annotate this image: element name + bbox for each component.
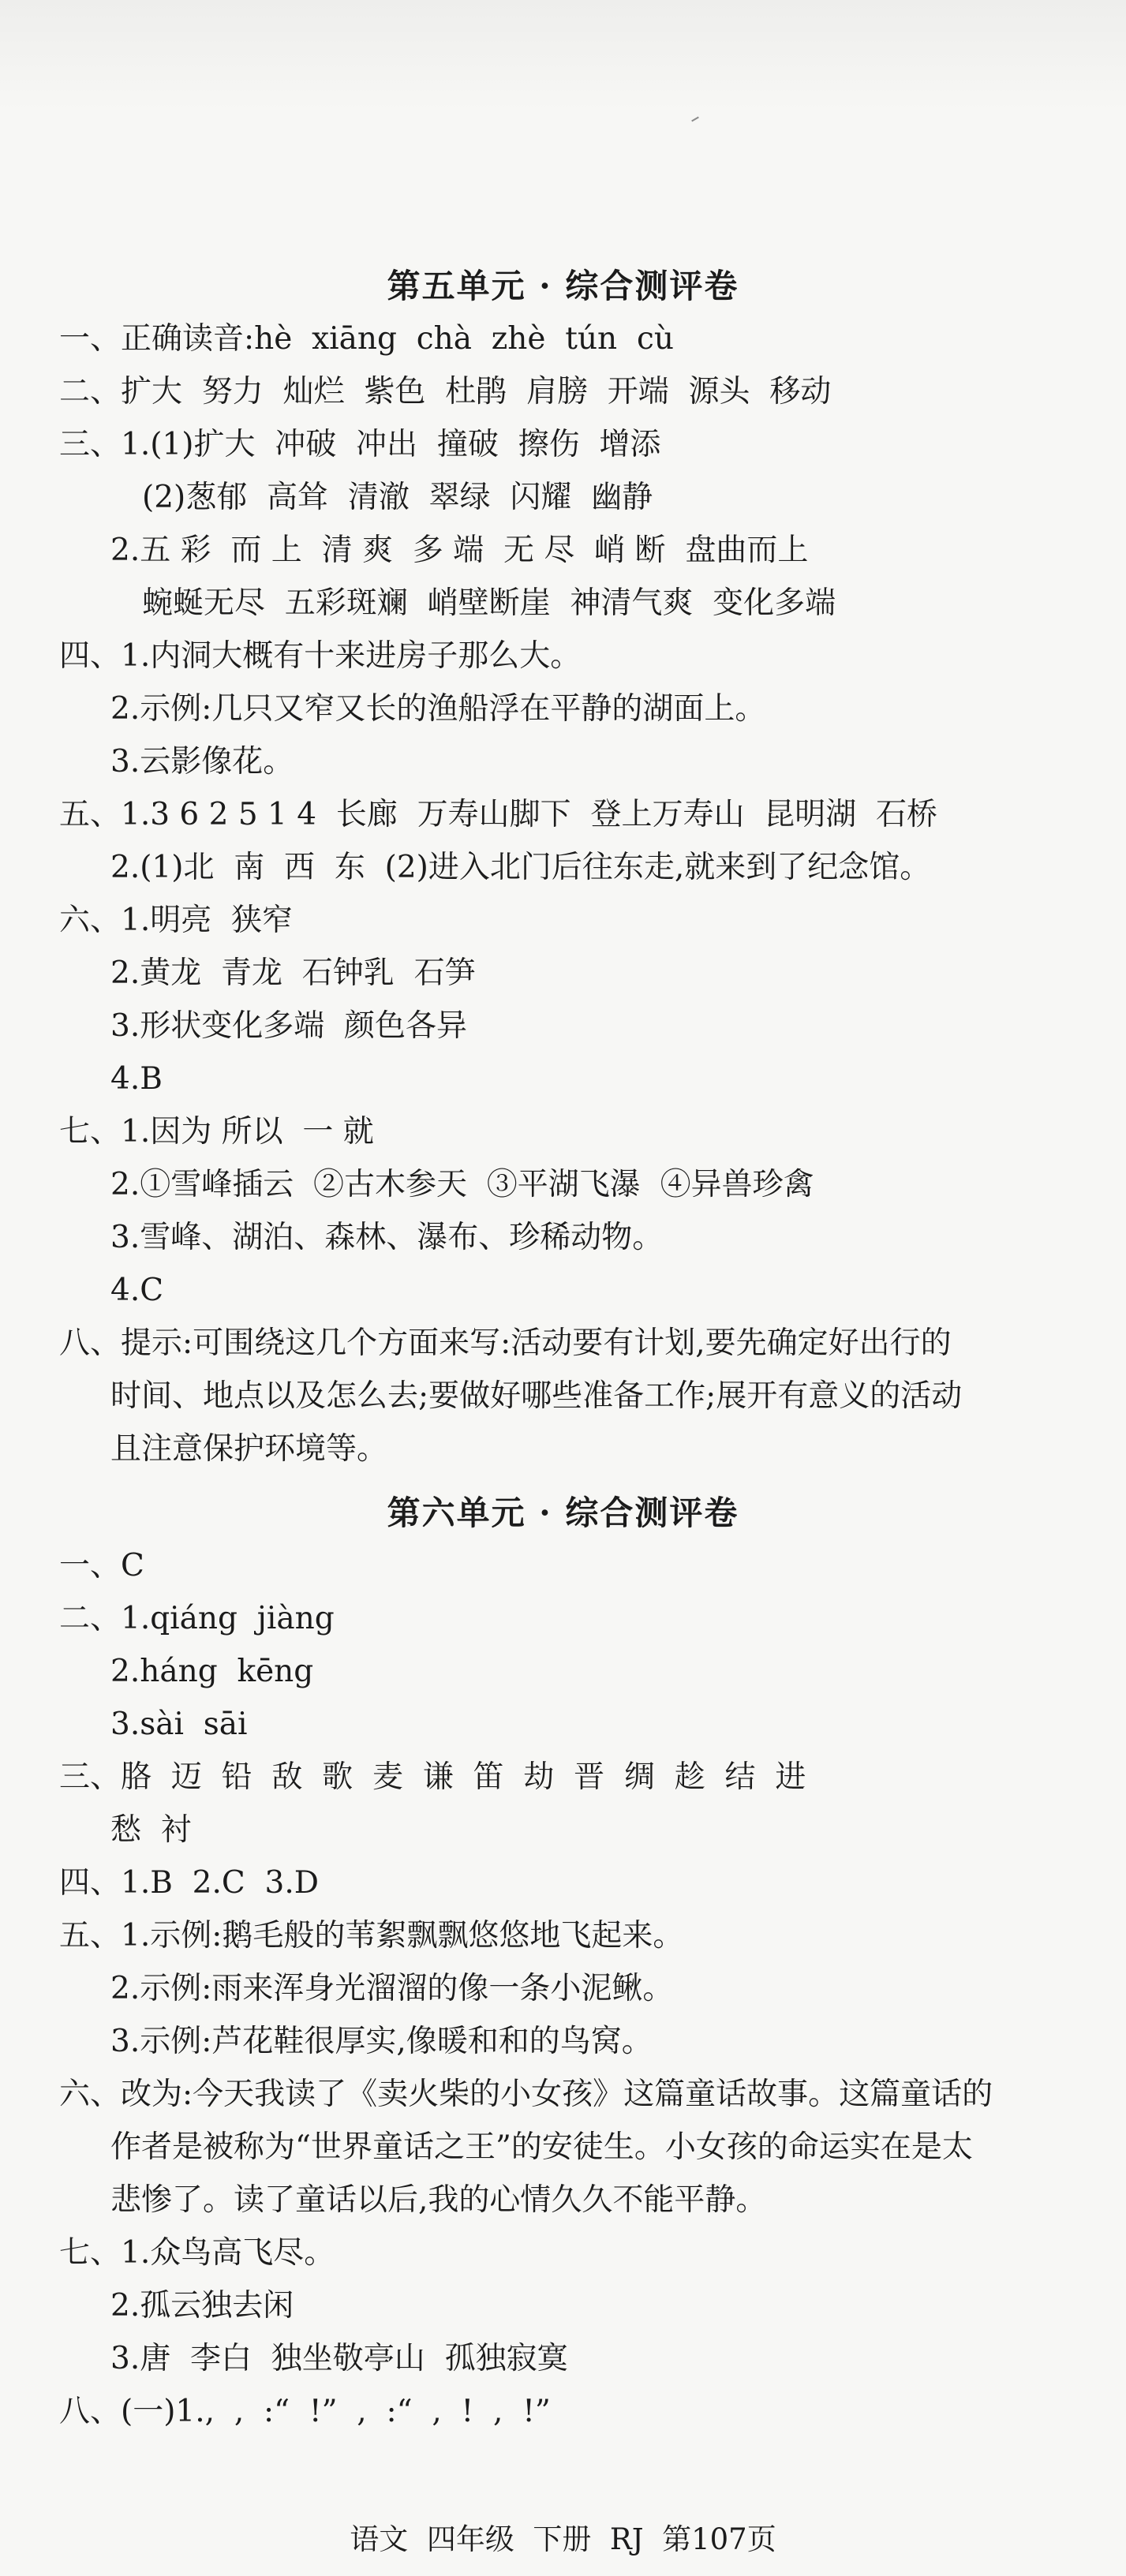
unit5-q3-1a: 三、1.(1)扩大 冲破 冲出 撞破 擦伤 增添 [59, 427, 661, 462]
unit5-q4-3: 3.云影像花。 [110, 744, 294, 780]
unit5-q8-c: 且注意保护环境等。 [110, 1431, 388, 1467]
unit5-q8-a: 八、提示:可围绕这几个方面来写:活动要有计划,要先确定好出行的 [59, 1325, 952, 1361]
unit5-q6-1: 六、1.明亮 狭窄 [59, 903, 294, 938]
unit6-q1: 一、C [59, 1548, 144, 1583]
unit5-q3-2b: 蜿蜒无尽 五彩斑斓 峭壁断崖 神清气爽 变化多端 [142, 585, 836, 621]
unit5-q3-2a: 2.五 彩 而 上 清 爽 多 端 无 尽 峭 断 盘曲而上 [110, 533, 809, 568]
unit6-q5-1: 五、1.示例:鹅毛般的苇絮飘飘悠悠地飞起来。 [59, 1918, 684, 1953]
unit6-q4: 四、1.B 2.C 3.D [59, 1865, 319, 1901]
scan-mark [691, 117, 699, 122]
page-footer: 语文 四年级 下册 RJ 第107页 [350, 2522, 776, 2556]
unit6-q2-1: 二、1.qiáng jiàng [59, 1601, 335, 1636]
unit5-q4-1: 四、1.内洞大概有十来进房子那么大。 [59, 638, 582, 674]
unit5-q7-1: 七、1.因为 所以 一 就 [59, 1114, 374, 1150]
unit6-q3-a: 三、胳 迈 铅 敌 歌 麦 谦 笛 劫 晋 绸 趁 结 进 [59, 1759, 806, 1795]
unit6-title: 第六单元 · 综合测评卷 [387, 1494, 739, 1532]
unit6-q3-b: 愁 衬 [110, 1812, 192, 1848]
unit5-q7-4: 4.C [110, 1273, 164, 1308]
unit5-q8-b: 时间、地点以及怎么去;要做好哪些准备工作;展开有意义的活动 [110, 1378, 963, 1414]
unit6-q8: 八、(一)1., , :“ !” , :“ , ! , !” [59, 2394, 551, 2429]
unit6-q5-3: 3.示例:芦花鞋很厚实,像暖和和的鸟窝。 [110, 2024, 653, 2059]
unit6-q5-2: 2.示例:雨来浑身光溜溜的像一条小泥鳅。 [110, 1971, 674, 2006]
unit5-q1: 一、正确读音:hè xiāng chà zhè tún cù [59, 321, 674, 357]
unit5-q6-3: 3.形状变化多端 颜色各异 [110, 1008, 468, 1044]
unit5-q3-1b: (2)葱郁 高耸 清澈 翠绿 闪耀 幽静 [142, 480, 653, 515]
unit5-q7-2: 2.①雪峰插云 ②古木参天 ③平湖飞瀑 ④异兽珍禽 [110, 1167, 814, 1202]
unit6-q7-1: 七、1.众鸟高飞尽。 [59, 2235, 335, 2271]
unit5-q4-2: 2.示例:几只又窄又长的渔船浮在平静的湖面上。 [110, 691, 766, 727]
unit5-q5-2: 2.(1)北 南 西 东 (2)进入北门后往东走,就来到了纪念馆。 [110, 850, 931, 885]
unit6-q7-3: 3.唐 李白 独坐敬亭山 孤独寂寞 [110, 2341, 568, 2376]
unit6-q7-2: 2.孤云独去闲 [110, 2288, 294, 2324]
unit6-q6-a: 六、改为:今天我读了《卖火柴的小女孩》这篇童话故事。这篇童话的 [59, 2077, 993, 2112]
unit5-q7-3: 3.雪峰、湖泊、森林、瀑布、珍稀动物。 [110, 1220, 664, 1255]
unit6-q2-3: 3.sài sāi [110, 1707, 248, 1742]
unit6-q6-c: 悲惨了。读了童话以后,我的心情久久不能平静。 [110, 2182, 767, 2218]
unit5-q2: 二、扩大 努力 灿烂 紫色 杜鹃 肩膀 开端 源头 移动 [59, 374, 832, 409]
unit5-q5-1: 五、1.3 6 2 5 1 4 长廊 万寿山脚下 登上万寿山 昆明湖 石桥 [59, 797, 938, 832]
unit5-q6-2: 2.黄龙 青龙 石钟乳 石笋 [110, 955, 476, 991]
unit5-q6-4: 4.B [110, 1061, 163, 1097]
unit5-title: 第五单元 · 综合测评卷 [387, 267, 739, 305]
unit6-q2-2: 2.háng kēng [110, 1654, 314, 1689]
unit6-q6-b: 作者是被称为“世界童话之王”的安徒生。小女孩的命运实在是太 [110, 2129, 973, 2165]
